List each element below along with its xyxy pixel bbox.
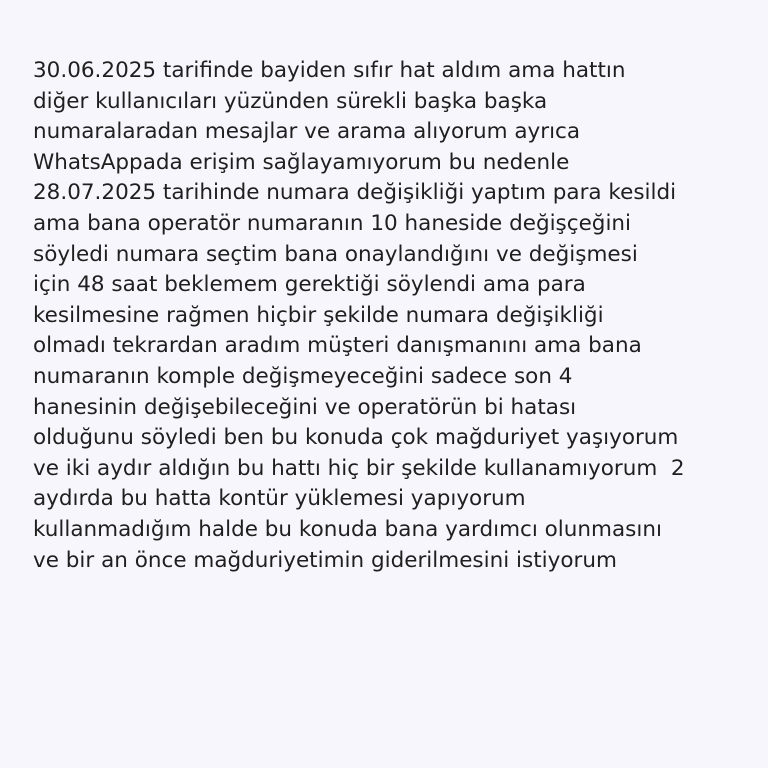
message-text bbox=[33, 56, 758, 576]
message-line-8: için 48 saat beklemem gerektiği söylendi ama para bbox=[33, 272, 586, 298]
message-line-13: olduğunu söyledi ben bu konuda çok mağduriyet yaşıyorum bbox=[33, 425, 679, 451]
message-line-3: numaralaradan mesajlar ve arama alıyorum ayrıca bbox=[33, 119, 581, 145]
message-line-1: 30.06.2025 tarifinde bayiden sıfır hat aldım ama hattın bbox=[33, 58, 626, 83]
message-line-4: WhatsAppada erişim sağlayamıyorum bu nedenle bbox=[33, 149, 570, 175]
message-line-2: diğer kullanıcıları yüzünden sürekli başka başka bbox=[33, 88, 548, 114]
message-line-5: 28.07.2025 tarihinde numara değişikliği yaptım para kesildi bbox=[33, 180, 677, 206]
message-line-7: söyledi numara seçtim bana onaylandığını ve değişmesi bbox=[33, 241, 638, 267]
message-line-9: kesilmesine rağmen hiçbir şekilde numara değişikliği bbox=[33, 302, 604, 328]
message-line-6: ama bana operatör numaranın 10 haneside değişçeğini bbox=[33, 210, 632, 236]
message-line-12: hanesinin değişebileceğini ve operatörün bi hatası bbox=[33, 394, 577, 420]
message-line-17: ve bir an önce mağduriyetimin giderilmesini istiyorum bbox=[33, 547, 617, 573]
message-line-10: olmadı tekrardan aradım müşteri danışmanını ama bana bbox=[33, 333, 642, 359]
message-line-11: numaranın komple değişmeyeceğini sadece son 4 bbox=[33, 363, 573, 389]
message-line-15: aydırda bu hatta kontür yüklemesi yapıyorum bbox=[33, 486, 526, 512]
message-line-14: ve iki aydır aldığın bu hattı hiç bir şekilde kullanamıyorum 2 bbox=[33, 455, 685, 481]
message-line-16: kullanmadığım halde bu konuda bana yardımcı olunmasını bbox=[33, 516, 662, 542]
